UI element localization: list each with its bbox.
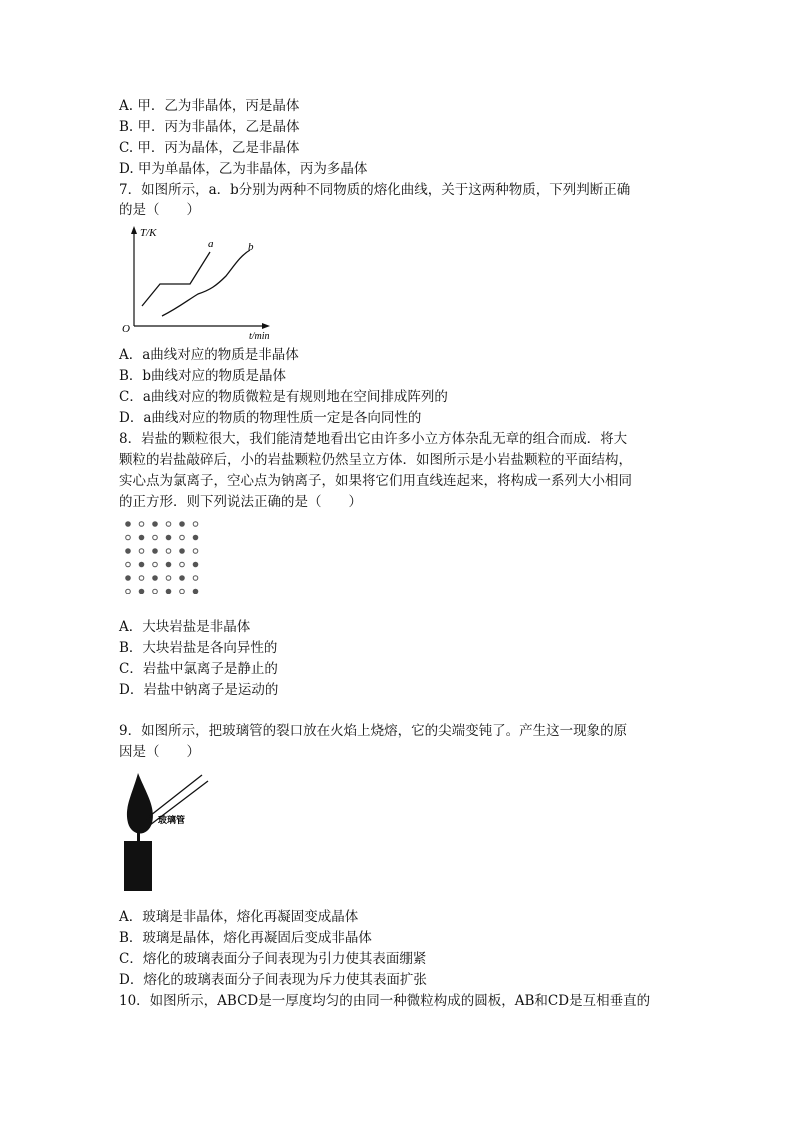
- candle-body: [124, 841, 152, 891]
- curve-a: [142, 252, 210, 306]
- origin-label: O: [122, 323, 130, 335]
- q9-option-b: B．玻璃是晶体，熔化再凝固后变成非晶体: [119, 930, 372, 946]
- q7-option-a: A．a曲线对应的物质是非晶体: [119, 347, 299, 363]
- chloride-ion-dot: [180, 549, 185, 554]
- x-axis-arrow: [262, 323, 270, 329]
- sodium-ion-dot: [153, 535, 158, 540]
- q7-option-c: C．a曲线对应的物质微粒是有规则地在空间排成阵列的: [119, 389, 448, 405]
- q9-stem-line-2: 因是（ ）: [119, 744, 200, 760]
- glass-tube-label: 玻璃管: [158, 815, 186, 825]
- q7-option-d: D．a曲线对应的物质的物理性质一定是各向同性的: [119, 410, 422, 426]
- chloride-ion-dot: [193, 535, 198, 540]
- sodium-ion-dot: [139, 576, 144, 581]
- sodium-ion-dot: [180, 589, 185, 594]
- sodium-ion-dot: [166, 522, 171, 527]
- sodium-ion-dot: [166, 549, 171, 554]
- chloride-ion-dot: [126, 576, 131, 581]
- chloride-ion-dot: [180, 522, 185, 527]
- chloride-ion-dot: [139, 589, 144, 594]
- glass-tube-flame-figure: [118, 763, 218, 893]
- sodium-ion-dot: [180, 535, 185, 540]
- q7-option-b: B．b曲线对应的物质是晶体: [119, 368, 287, 384]
- q8-option-b: B．大块岩盐是各向异性的: [119, 640, 278, 656]
- melting-curve-figure: [118, 222, 278, 344]
- sodium-ion-dot: [193, 549, 198, 554]
- rock-salt-lattice-figure: [122, 518, 212, 594]
- chloride-ion-dot: [180, 576, 185, 581]
- q6-option-c: C. 甲．丙为晶体，乙是非晶体: [119, 140, 300, 156]
- q6-option-b: B. 甲．丙为非晶体，乙是晶体: [119, 119, 300, 135]
- q6-option-a: A. 甲．乙为非晶体，丙是晶体: [119, 98, 300, 114]
- q10-stem-line-1: 10．如图所示，ABCD是一厚度均匀的由同一种微粒构成的圆板，AB和CD是互相垂直的: [119, 993, 651, 1009]
- sodium-ion-dot: [126, 535, 131, 540]
- sodium-ion-dot: [193, 576, 198, 581]
- chloride-ion-dot: [126, 549, 131, 554]
- chloride-ion-dot: [126, 522, 131, 527]
- chloride-ion-dot: [139, 562, 144, 567]
- chloride-ion-dot: [166, 562, 171, 567]
- q8-option-c: C．岩盐中氯离子是静止的: [119, 661, 278, 677]
- q8-option-a: A．大块岩盐是非晶体: [119, 619, 251, 635]
- glass-tube-line-1: [146, 775, 202, 819]
- sodium-ion-dot: [126, 562, 131, 567]
- curve-a-label: a: [208, 238, 214, 250]
- sodium-ion-dot: [180, 562, 185, 567]
- q9-option-a: A．玻璃是非晶体，熔化再凝固变成晶体: [119, 909, 359, 925]
- curve-b-label: b: [248, 241, 254, 253]
- chloride-ion-dot: [166, 589, 171, 594]
- q7-stem-line-2: 的是（ ）: [119, 202, 200, 218]
- chloride-ion-dot: [153, 549, 158, 554]
- chloride-ion-dot: [193, 562, 198, 567]
- q8-stem-line-3: 实心点为氯离子，空心点为钠离子，如果将它们用直线连起来，将构成一系列大小相同: [119, 473, 632, 489]
- q9-stem-line-1: 9．如图所示，把玻璃管的裂口放在火焰上烧熔，它的尖端变钝了。产生这一现象的原: [119, 723, 628, 739]
- y-axis-label: T/K: [140, 227, 157, 239]
- sodium-ion-dot: [139, 522, 144, 527]
- y-axis-arrow: [131, 226, 137, 234]
- q9-option-c: C．熔化的玻璃表面分子间表现为引力使其表面绷紧: [119, 951, 427, 967]
- sodium-ion-dot: [153, 589, 158, 594]
- flame-shape: [127, 773, 153, 834]
- sodium-ion-dot: [139, 549, 144, 554]
- chloride-ion-dot: [139, 535, 144, 540]
- q8-stem-line-2: 颗粒的岩盐敲碎后，小的岩盐颗粒仍然呈立方体．如图所示是小岩盐颗粒的平面结构，: [119, 452, 632, 468]
- chloride-ion-dot: [153, 576, 158, 581]
- q8-option-d: D．岩盐中钠离子是运动的: [119, 682, 279, 698]
- q9-option-d: D．熔化的玻璃表面分子间表现为斥力使其表面扩张: [119, 972, 427, 988]
- x-axis-label: t/min: [249, 331, 270, 342]
- chloride-ion-dot: [193, 589, 198, 594]
- curve-b: [162, 250, 250, 316]
- sodium-ion-dot: [126, 589, 131, 594]
- chloride-ion-dot: [166, 535, 171, 540]
- q8-stem-line-1: 8．岩盐的颗粒很大，我们能清楚地看出它由许多小立方体杂乱无章的组合而成．将大: [119, 431, 628, 447]
- sodium-ion-dot: [153, 562, 158, 567]
- sodium-ion-dot: [166, 576, 171, 581]
- chloride-ion-dot: [153, 522, 158, 527]
- q8-stem-line-4: 的正方形．则下列说法正确的是（ ）: [119, 494, 362, 510]
- q6-option-d: D. 甲为单晶体，乙为非晶体，丙为多晶体: [119, 161, 368, 177]
- sodium-ion-dot: [193, 522, 198, 527]
- q7-stem-line-1: 7．如图所示，a．b分别为两种不同物质的熔化曲线，关于这两种物质，下列判断正确: [119, 182, 631, 198]
